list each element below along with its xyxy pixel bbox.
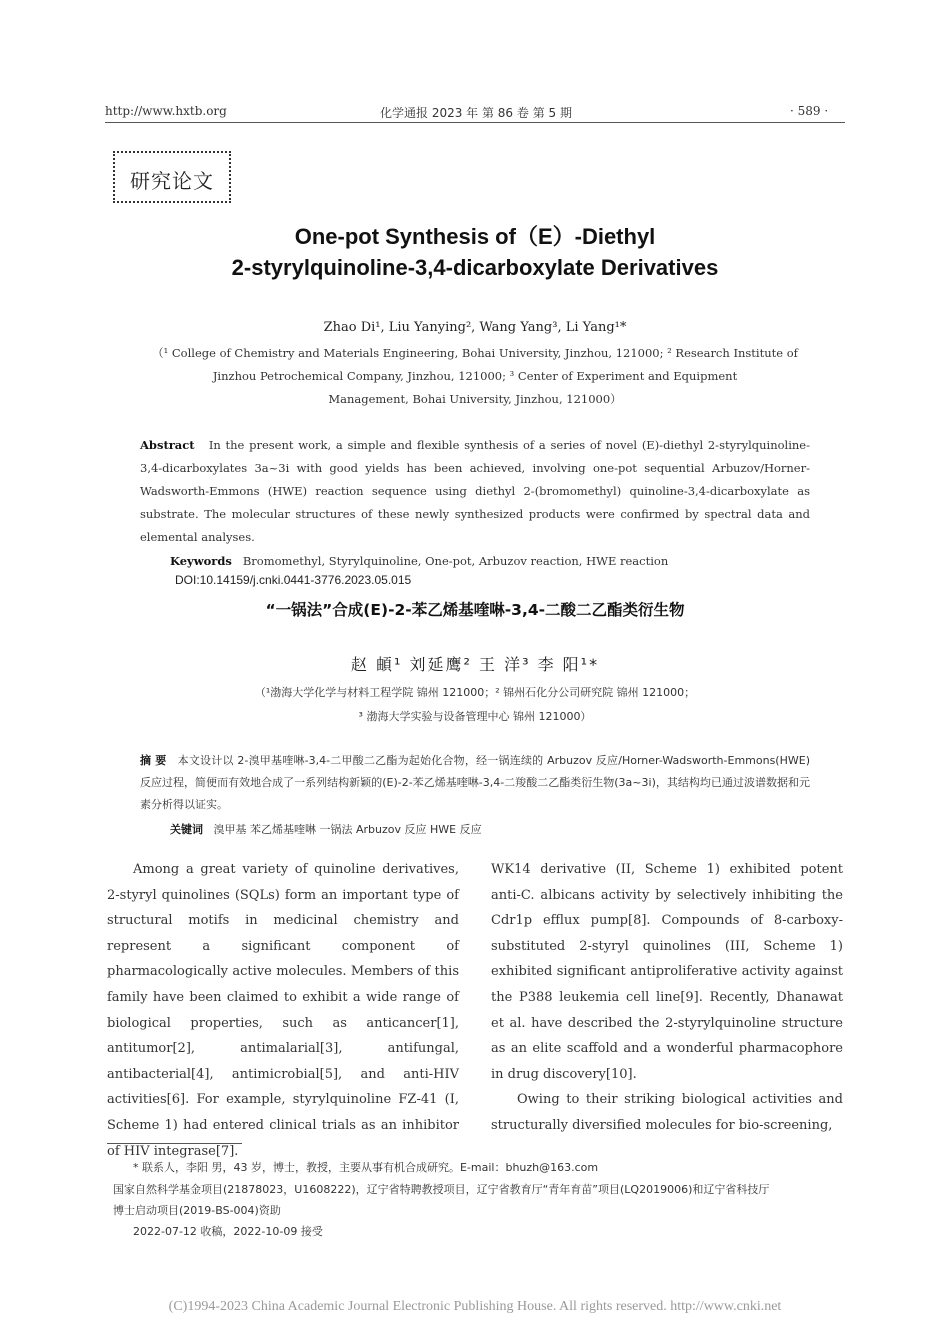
section-badge-label: 研究论文 — [130, 169, 214, 193]
header-url: http://www.hxtb.org — [105, 104, 227, 118]
body-column-right — [491, 857, 843, 1139]
affiliation-en-3: Management, Bohai University, Jinzhou, 121000） — [328, 392, 622, 406]
abstract-cn — [140, 750, 810, 816]
body-paragraph: Among a great variety of quinoline derivatives, 2-styryl quinolines (SQLs) form an important type of structural motifs in medicinal chemistry and represent a significant component of pharmacologically active molecules. Members of this family have been claimed to exhibit a wide range of biological properties, such as anticancer[1], antitumor[2], antimalarial[3], antifungal, antibacterial[4], antimicrobial[5], and anti-HIV activities[6]. For example, styrylquinoline FZ-41 (I, Scheme 1) had entered clinical trials as an inhibitor of HIV integrase[7]. — [107, 862, 459, 1159]
footnote-contact: * 联系人，李阳 男，43 岁，博士，教授，主要从事有机合成研究。E-mail：bhuzh@163.com — [133, 1161, 599, 1174]
body-paragraph: Owing to their striking biological activities and structurally diversified molecules for bio-screening, — [491, 1092, 843, 1133]
footnote-rule — [107, 1143, 242, 1144]
section-badge — [113, 151, 231, 203]
header-rule — [105, 122, 845, 123]
authors-en: Zhao Di¹, Liu Yanying², Wang Yang³, Li Yang¹* — [323, 320, 627, 335]
affiliation-cn-1: （¹渤海大学化学与材料工程学院 锦州 121000；² 锦州石化分公司研究院 锦州 121000； — [254, 686, 696, 699]
body-paragraph: WK14 derivative (II, Scheme 1) exhibited potent anti-C. albicans activity by selectively inhibiting the Cdr1p efflux pump[8]. Compounds of 8-carboxy-substituted 2-styryl quinolines (III, Scheme 1) exhibited significant antiproliferative activity against the P388 leukemia cell line[9]. Recently, Dhanawat et al. have described the 2-styrylquinoline structure as an elite scaffold and a wonderful pharmacophore in drug discovery[10]. — [491, 862, 843, 1082]
abstract-en-label: Abstract — [140, 438, 195, 452]
abstract-cn-label: 摘 要 — [140, 754, 167, 767]
affiliation-cn-2: ³ 渤海大学实验与设备管理中心 锦州 121000） — [358, 710, 592, 723]
keywords-cn-text: 溴甲基 苯乙烯基喹啉 一锅法 Arbuzov 反应 HWE 反应 — [213, 823, 482, 836]
keywords-en-label: Keywords — [170, 554, 232, 568]
keywords-cn — [170, 818, 810, 841]
footnote-funding-2: 博士启动项目(2019-BS-004)资助 — [113, 1204, 281, 1217]
abstract-en-text: In the present work, a simple and flexible synthesis of a series of novel (E)-diethyl 2-styrylquinoline-3,4-dicarboxylates 3a~3i with good yields has been achieved, involving one-pot sequential Arbuzov/Horner-Wadsworth-Emmons (HWE) reaction sequence using diethyl 2-(bromomethyl) quinoline-3,4-dicarboxylate as substrate. The molecular structures of these newly synthesized products were confirmed by spectral data and elemental analyses. — [140, 438, 810, 544]
keywords-en — [170, 550, 810, 573]
paper-title-line-2: 2-styrylquinoline-3,4-dicarboxylate Derivatives — [231, 255, 719, 280]
abstract-en — [140, 434, 810, 549]
title-cn: “一锅法”合成(E)-2-苯乙烯基喹啉-3,4-二酸二乙酯类衍生物 — [265, 601, 685, 619]
paper-title-line-1: One-pot Synthesis of（E）-Diethyl — [294, 224, 656, 249]
keywords-cn-label: 关键词 — [170, 823, 203, 836]
authors-cn: 赵 頔¹ 刘延鹰² 王 洋³ 李 阳¹* — [350, 655, 600, 674]
affiliation-en-2: Jinzhou Petrochemical Company, Jinzhou, 121000; ³ Center of Experiment and Equipment — [212, 369, 738, 383]
keywords-en-text: Bromomethyl, Styrylquinoline, One-pot, Arbuzov reaction, HWE reaction — [242, 554, 669, 568]
doi: DOI:10.14159/j.cnki.0441-3776.2023.05.015 — [175, 573, 412, 587]
affiliation-en-1: （¹ College of Chemistry and Materials Engineering, Bohai University, Jinzhou, 121000; ² Research Institute of — [152, 346, 798, 360]
abstract-cn-text: 本文设计以 2-溴甲基喹啉-3,4-二甲酸二乙酯为起始化合物，经一锅连续的 Arbuzov 反应/Horner-Wadsworth-Emmons(HWE)反应过程，简便而有效地合成了一系列结构新颖的(E)-2-苯乙烯基喹啉-3,4-二羧酸二乙酯类衍生物(3a~3i)，其结构均已通过波谱数据和元素分析得以证实。 — [140, 754, 810, 811]
footnote-funding-1: 国家自然科学基金项目(21878023，U1608222)，辽宁省特聘教授项目，辽宁省教育厅“青年育苗”项目(LQ2019006)和辽宁省科技厅 — [113, 1183, 770, 1196]
body-column-left — [107, 857, 459, 1164]
header-page-number: · 589 · — [790, 104, 829, 118]
header-journal: 化学通报 2023 年 第 86 卷 第 5 期 — [380, 106, 572, 120]
footnote-dates: 2022-07-12 收稿，2022-10-09 接受 — [133, 1225, 323, 1238]
copyright-watermark: (C)1994-2023 China Academic Journal Electronic Publishing House. All rights reserved. http://www.cnki.net — [168, 1299, 782, 1314]
